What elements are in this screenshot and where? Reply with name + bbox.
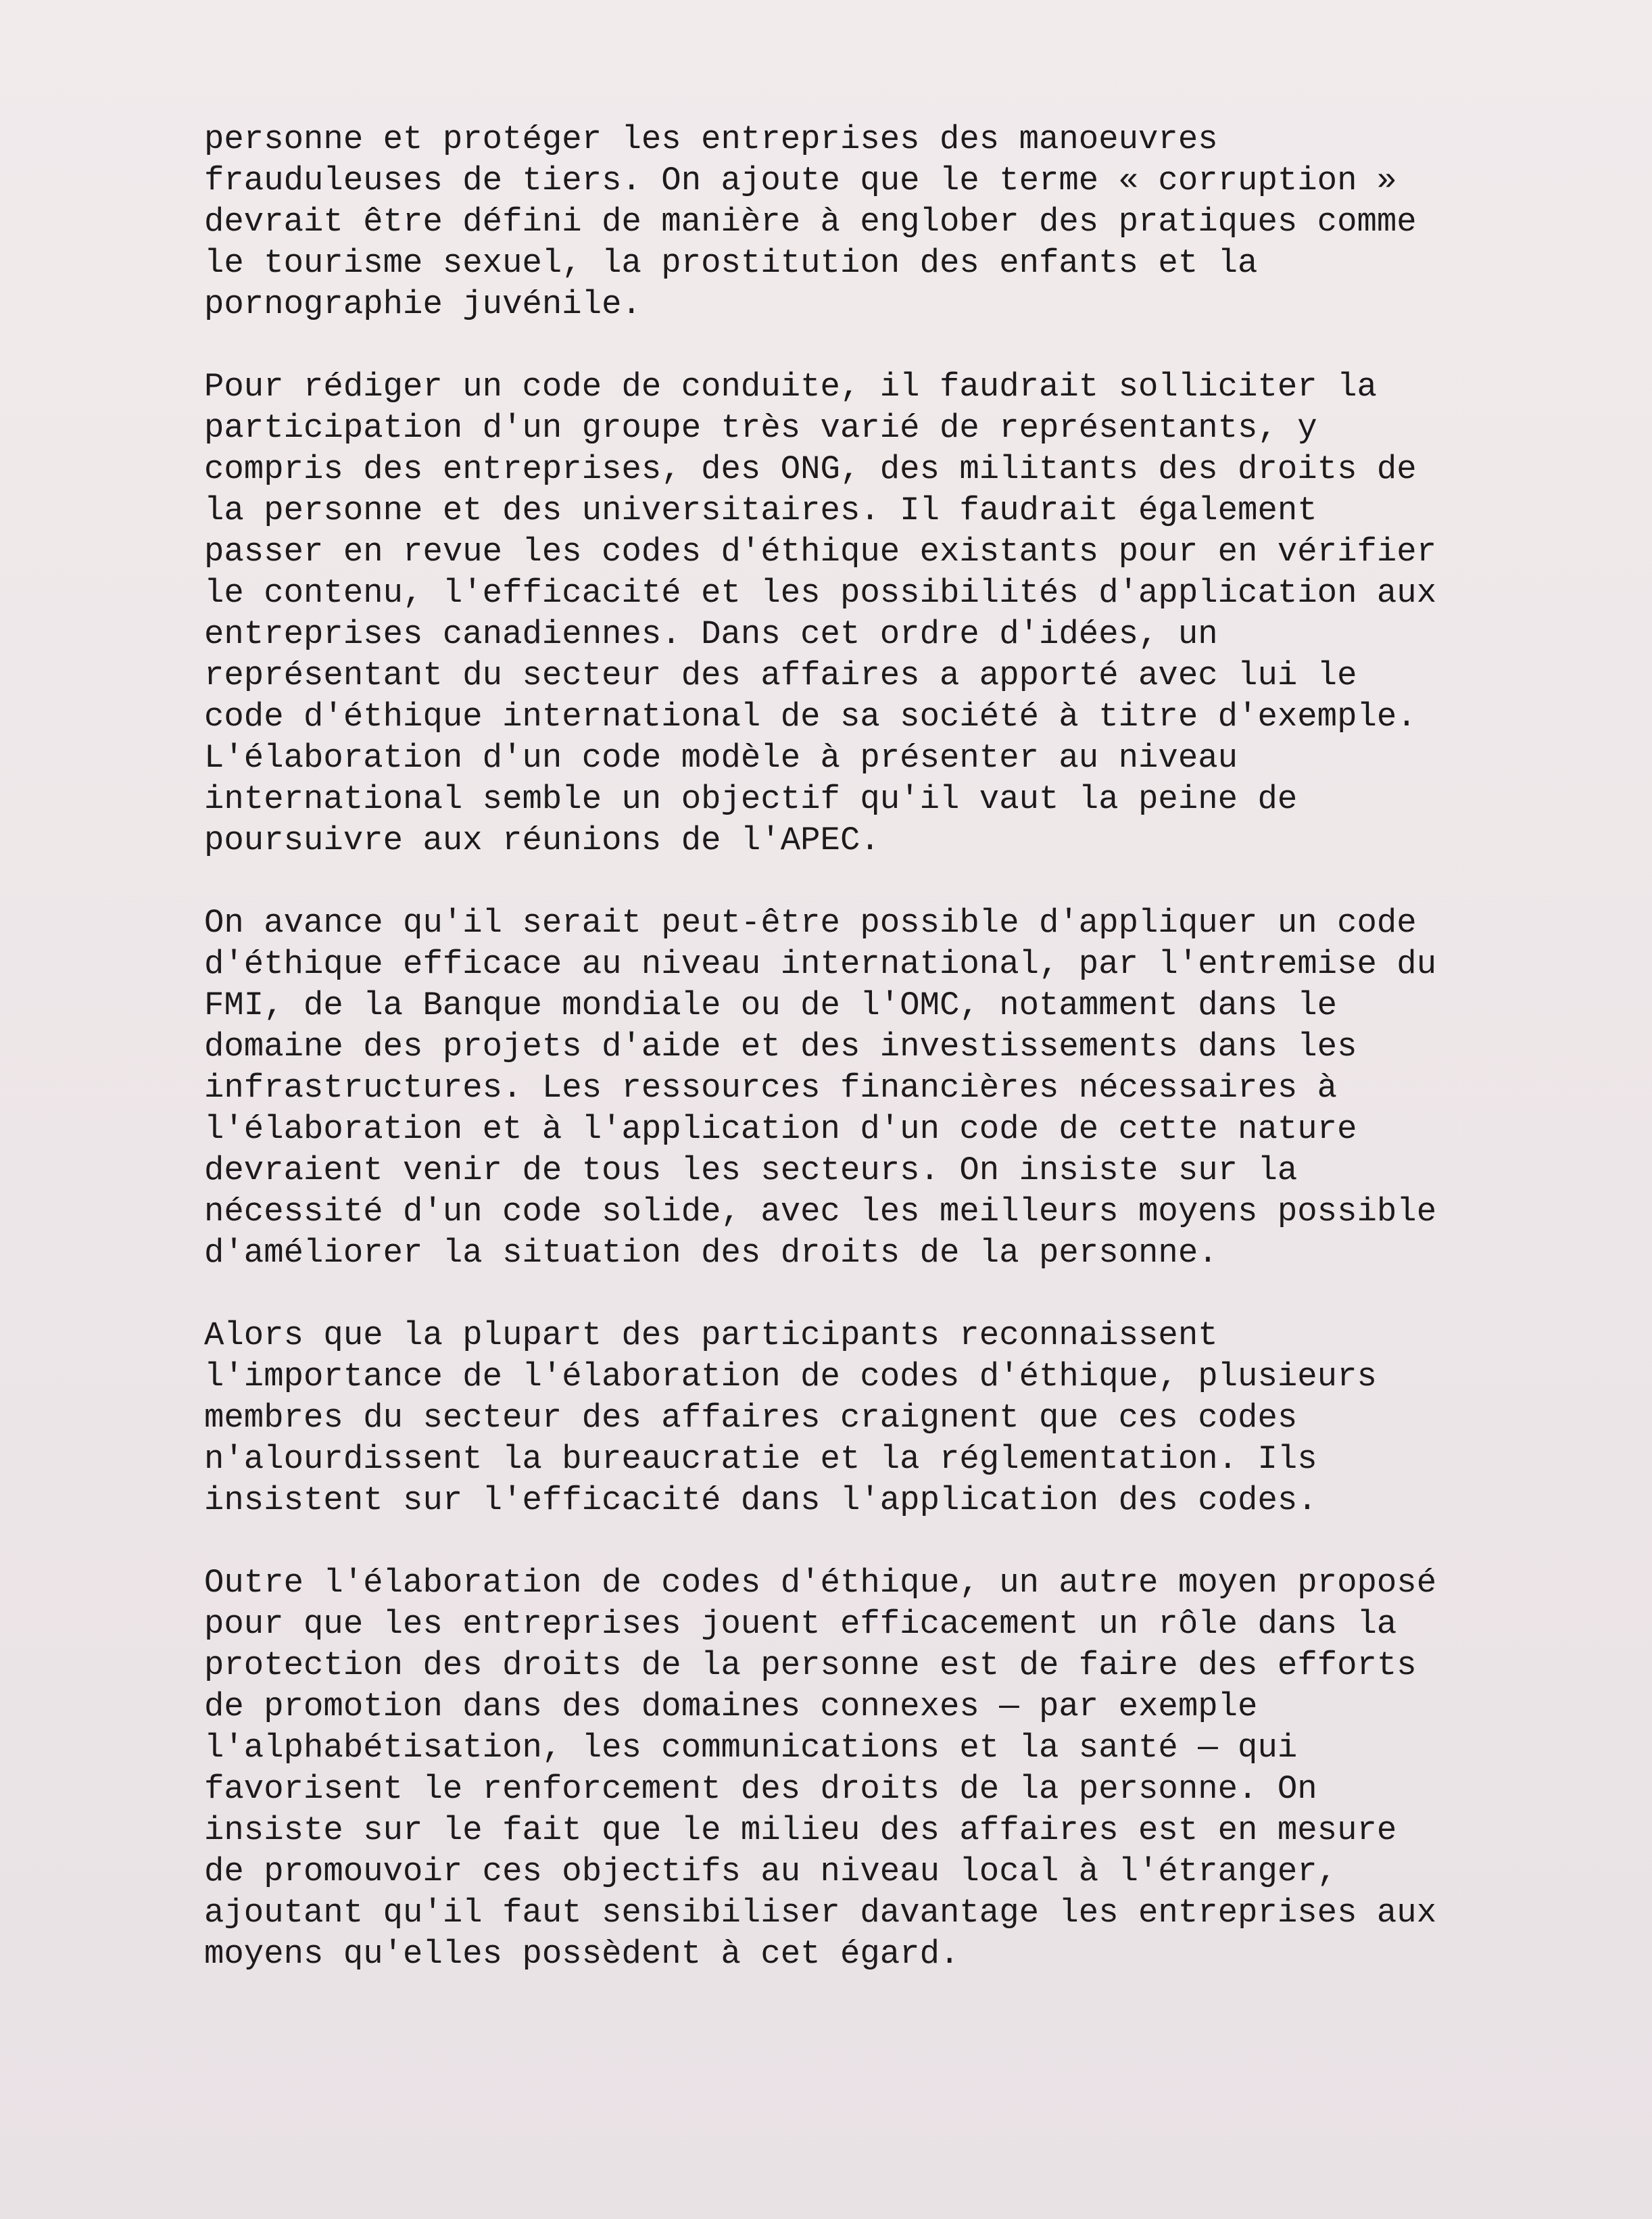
text-line: pour que les entreprises jouent efficacement un rôle dans la xyxy=(204,1605,1397,1643)
text-line: frauduleuses de tiers. On ajoute que le terme « corruption » xyxy=(204,162,1397,199)
text-line: participation d'un groupe très varié de représentants, y xyxy=(204,409,1317,447)
text-line: personne et protéger les entreprises des manoeuvres xyxy=(204,120,1218,158)
text-line: entreprises canadiennes. Dans cet ordre d'idées, un xyxy=(204,615,1218,653)
text-line: n'alourdissent la bureaucratie et la réglementation. Ils xyxy=(204,1440,1317,1478)
text-line: l'importance de l'élaboration de codes d'éthique, plusieurs xyxy=(204,1358,1377,1395)
paragraph-3 xyxy=(204,903,1529,1274)
text-line: ajoutant qu'il faut sensibiliser davantage les entreprises aux xyxy=(204,1894,1437,1932)
paragraph-2 xyxy=(204,366,1529,861)
text-line: Alors que la plupart des participants reconnaissent xyxy=(204,1316,1218,1354)
text-line: Outre l'élaboration de codes d'éthique, un autre moyen proposé xyxy=(204,1564,1437,1602)
text-line: moyens qu'elles possèdent à cet égard. xyxy=(204,1935,960,1973)
text-line: FMI, de la Banque mondiale ou de l'OMC, notamment dans le xyxy=(204,986,1338,1024)
text-line: l'alphabétisation, les communications et la santé — qui xyxy=(204,1729,1298,1767)
text-line: la personne et des universitaires. Il faudrait également xyxy=(204,492,1317,529)
text-line: d'améliorer la situation des droits de la personne. xyxy=(204,1234,1218,1272)
text-line: protection des droits de la personne est de faire des efforts xyxy=(204,1646,1417,1684)
text-line: Pour rédiger un code de conduite, il faudrait solliciter la xyxy=(204,368,1377,406)
text-line: code d'éthique international de sa société à titre d'exemple. xyxy=(204,698,1417,736)
text-line: représentant du secteur des affaires a apporté avec lui le xyxy=(204,657,1357,694)
document-body xyxy=(204,119,1529,2016)
text-line: le tourisme sexuel, la prostitution des enfants et la xyxy=(204,244,1258,282)
text-line: le contenu, l'efficacité et les possibilités d'application aux xyxy=(204,574,1437,612)
paragraph-5 xyxy=(204,1562,1529,1975)
text-line: l'élaboration et à l'application d'un code de cette nature xyxy=(204,1110,1357,1148)
text-line: nécessité d'un code solide, avec les meilleurs moyens possible xyxy=(204,1193,1437,1231)
text-line: d'éthique efficace au niveau international, par l'entremise du xyxy=(204,945,1437,983)
text-line: devraient venir de tous les secteurs. On insiste sur la xyxy=(204,1151,1298,1189)
text-line: L'élaboration d'un code modèle à présenter au niveau xyxy=(204,739,1238,777)
text-line: passer en revue les codes d'éthique existants pour en vérifier xyxy=(204,533,1437,571)
text-line: compris des entreprises, des ONG, des militants des droits de xyxy=(204,450,1417,488)
text-line: de promouvoir ces objectifs au niveau local à l'étranger, xyxy=(204,1853,1338,1890)
text-line: domaine des projets d'aide et des investissements dans les xyxy=(204,1028,1357,1066)
text-line: favorisent le renforcement des droits de la personne. On xyxy=(204,1770,1317,1808)
text-line: infrastructures. Les ressources financières nécessaires à xyxy=(204,1069,1338,1107)
text-line: poursuivre aux réunions de l'APEC. xyxy=(204,821,880,859)
text-line: insistent sur l'efficacité dans l'application des codes. xyxy=(204,1481,1317,1519)
text-line: pornographie juvénile. xyxy=(204,285,641,323)
text-line: membres du secteur des affaires craignent que ces codes xyxy=(204,1399,1298,1437)
text-line: de promotion dans des domaines connexes — par exemple xyxy=(204,1688,1258,1725)
text-line: On avance qu'il serait peut-être possible d'appliquer un code xyxy=(204,904,1417,942)
text-line: devrait être défini de manière à englober des pratiques comme xyxy=(204,203,1417,241)
paragraph-4 xyxy=(204,1315,1529,1521)
text-line: insiste sur le fait que le milieu des affaires est en mesure xyxy=(204,1811,1397,1849)
text-line: international semble un objectif qu'il vaut la peine de xyxy=(204,780,1298,818)
paragraph-1 xyxy=(204,119,1529,325)
